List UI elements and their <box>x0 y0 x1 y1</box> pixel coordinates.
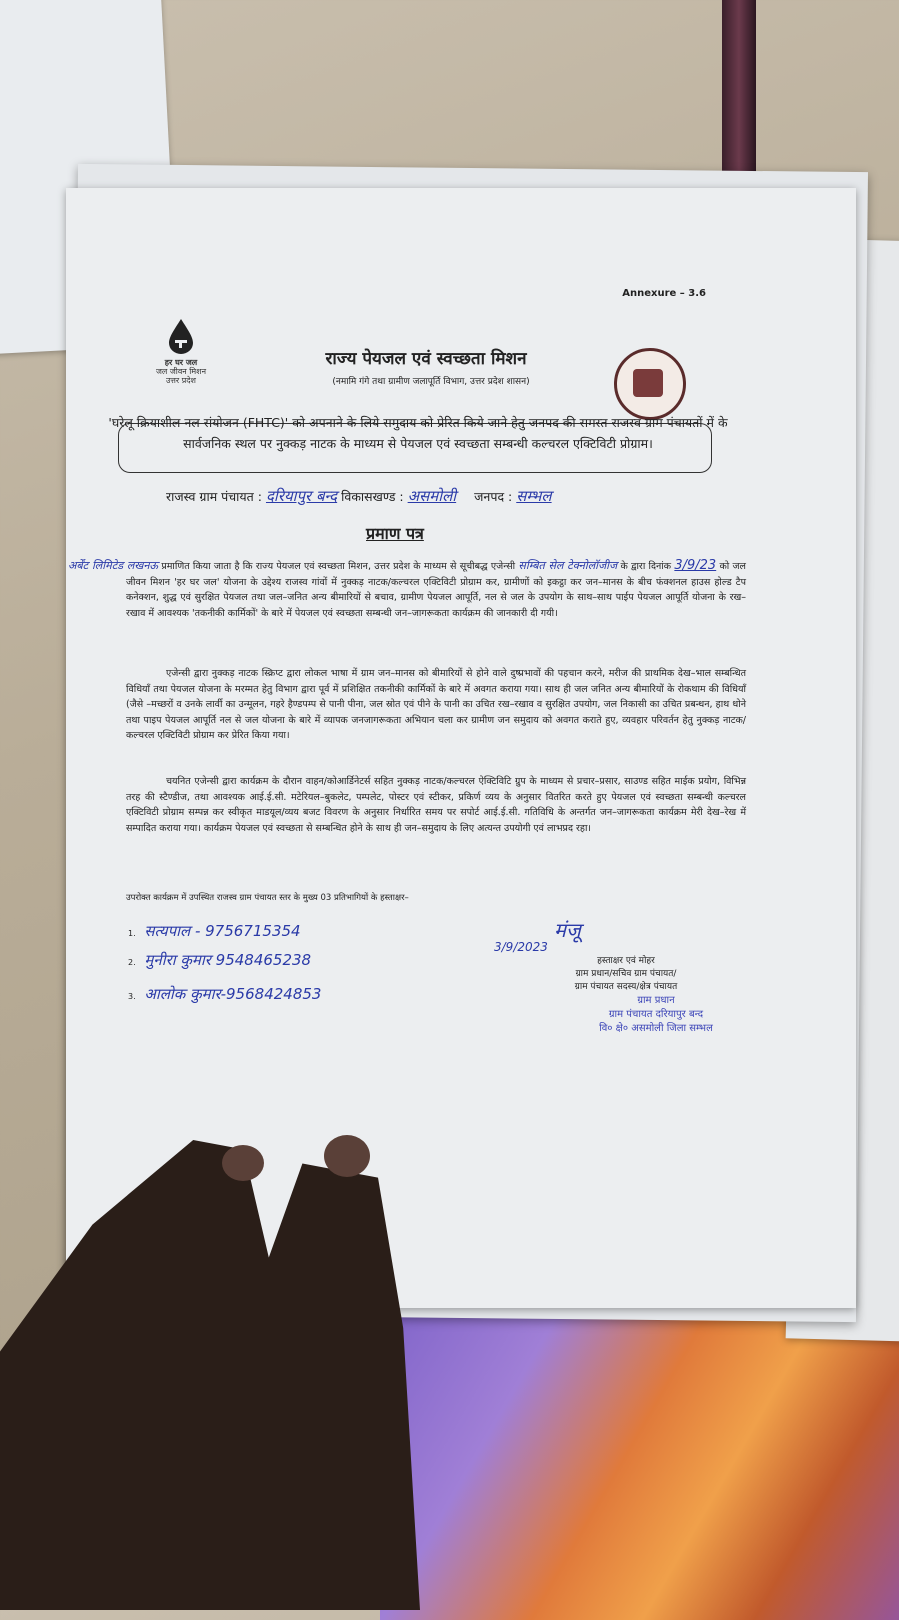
official-stamp <box>536 994 776 1036</box>
block-label: विकासखण्ड : <box>341 489 404 504</box>
village-label: राजस्व ग्राम पंचायत : <box>166 489 262 504</box>
paragraph-2: एजेन्सी द्वारा नुक्कड़ नाटक स्क्रिप्ट द्वारा लोकल भाषा में ग्राम जन–मानस को बीमारियों से होने वाले दुष्प्रभावों की पहचान करने, मरीज की प्राथमिक देख–भाल सम्बन्धित विधियाँ तथा पेयजल योजना के मरम्मत हेतु विभाग द्वारा पूर्व में प्रशिक्षित तकनीकी कार्मिकों के बारे में अवगत कराया गया। साथ ही जल जनित अन्य बीमारियों के रोकथाम की विधियाँ (जैसे –मच्छरों व उनके लार्वी का उन्मूलन, गहरे हैण्डपम्प से पानी पीना, जल स्रोत एवं पीने के पानी का उचित रख–रखाव व सुरक्षित उपयोग, जल निकासी का उचित प्रबन्धन, हाथ धोने तथा पाइप पेयजल आपूर्ति नल से जल योजना के बारे में व्यापक जनजागरूकता अभियान चला कर ग्रामीण जन समुदाय को अवगत कराते हुए, व्यवहार परिवर्तन हेतु नुक्कड़ नाटक/कल्चरल एक्टिविटी प्रोग्राम कर प्रेरित किया गया। <box>126 668 746 741</box>
attendee-entry <box>128 950 311 970</box>
attendee-number: 3. <box>128 992 136 1001</box>
attendance-intro: उपरोक्त कार्यक्रम में उपस्थित राजस्व ग्राम पंचायत स्तर के मुख्य 03 प्रतिभागियों के हस्ताक्षर– <box>126 893 409 903</box>
signature-label-line: ग्राम पंचायत सदस्य/क्षेत्र पंचायत <box>574 982 678 992</box>
block-value: असमोली <box>407 487 457 505</box>
stamp-line: ग्राम पंचायत दरियापुर बन्द <box>608 1009 704 1020</box>
signature-date: 3/9/2023 <box>494 940 548 954</box>
paragraph-1-text-a: प्रमाणित किया जाता है कि राज्य पेयजल एवं स्वच्छता मिशन, उत्तर प्रदेश के माध्यम से सूचीबद्ध एजेन्सी <box>161 561 516 572</box>
pradhan-signature: मंजू <box>554 918 581 942</box>
fingernail <box>324 1135 370 1177</box>
banner-text: 'घरेलू क्रियाशील नल संयोजन (FHTC)' को अपनाने के लिये समुदाय को प्रेरित किये जाने हेतु जनपद की समस्त राजस्व ग्राम पंचायतों में के सार्वजनिक स्थल पर नुक्कड़ नाटक के माध्यम से पेयजल एवं स्वच्छता सम्बन्धी कल्चरल एक्टिविटी प्रोग्राम। <box>108 415 728 451</box>
district-label: जनपद : <box>474 489 513 504</box>
page-title: राज्य पेयजल एवं स्वच्छता मिशन <box>325 349 527 369</box>
certificate-title: प्रमाण पत्र <box>366 524 424 543</box>
paragraph-1 <box>68 558 746 621</box>
fingernail <box>222 1145 264 1181</box>
panchayat-row <box>166 486 786 506</box>
water-drop-icon <box>166 318 196 354</box>
paragraph-1-text-b: के द्वारा दिनांक <box>620 561 672 572</box>
attendee-number: 1. <box>128 929 136 938</box>
attendee-signature: मुनीरा कुमार 9548465238 <box>144 951 312 969</box>
agency-handwritten: सम्बित सेल टेक्नोलॉजीज <box>518 559 618 572</box>
attendee-number: 2. <box>128 958 136 967</box>
date-handwritten: 3/9/23 <box>674 558 717 573</box>
har-ghar-jal-logo <box>146 318 216 385</box>
prefix-handwritten: अर्बेंट लिमिटेड लखनऊ <box>68 559 159 572</box>
page-subtitle: (नमामि गंगे तथा ग्रामीण जलापूर्ति विभाग, उत्तर प्रदेश शासन) <box>332 377 530 387</box>
attendee-signature: सत्यपाल - 9756715354 <box>144 922 301 940</box>
logo-text: उत्तर प्रदेश <box>166 376 196 385</box>
paragraph-1-text-c: को जल जीवन मिशन 'हर घर जल' योजना के उद्देश्य राजस्व गांवों में नुक्कड़ नाटक/कल्चरल एक्टिविटी प्रोग्राम कर, ग्रामीणों को इकट्ठा कर जन–मानस के बीच फंक्शनल हाउस होल्ड टैप कनेक्शन, शुद्ध एवं सुरक्षित पेयजल तथा जल–जनित अन्य बीमारियों से बचाव, ग्रामीण पेयजल आपूर्ति, नल से जल के उपयोग के साथ–साथ पाईप पेयजल आपूर्ति योजना के रख–रखाव में आवश्यक 'तकनीकी कार्मिकों' के बारे में पेयजल एवं स्वच्छता सम्बन्धी जन–जागरूकता कार्यक्रम की जानकारी दी गयी। <box>126 561 746 619</box>
annexure-label: Annexure – 3.6 <box>622 288 706 299</box>
logo-text: हर घर जल <box>164 358 198 367</box>
state-emblem-seal-icon <box>614 348 686 420</box>
hand <box>0 1140 420 1610</box>
attendee-entry <box>128 984 321 1004</box>
stamp-line: वि० क्षे० असमोली जिला सम्भल <box>599 1023 713 1034</box>
signature-label-line: ग्राम प्रधान/सचिव ग्राम पंचायत/ <box>575 969 677 979</box>
paragraph-3: चयनित एजेन्सी द्वारा कार्यक्रम के दौरान वाहन/कोआर्डिनेटर्स सहित नुक्कड़ नाटक/कल्चरल ऐक्टिविटि ग्रुप के माध्यम से प्रचार–प्रसार, साउण्ड सहित माईक प्रयोग, विभिन्न तरह की स्टैण्डीज, तथा आवश्यक आई.ई.सी. मटेरियल–बुकलेट, पम्पलेट, पोस्टर एवं स्टीकर, प्रकिर्ण व्यय के अनुसार वितरित करते हुए पेयजल एवं स्वच्छता सम्बन्धी कल्चरल एक्टिविटी प्रोग्राम सम्पन्न कर स्वीकृत माडयूल/व्यय बजट विवरण के अनुसार निर्धारित समय पर सपोर्ट आई.ई.सी. गतिविधि के अन्तर्गत जन–जागरूकता कार्यक्रम मेरी देख–रेख में सम्पादित कराया गया। कार्यक्रम पेयजल एवं स्वच्छता से सम्बन्धित होने के साथ ही जन–समुदाय के लिए अत्यन्त उपयोगी एवं लाभप्रद रहा। <box>126 776 746 834</box>
district-value: सम्भल <box>516 487 552 505</box>
signature-label-line: हस्ताक्षर एवं मोहर <box>597 956 655 966</box>
stamp-line: ग्राम प्रधान <box>637 995 675 1006</box>
attendee-entry <box>128 921 301 941</box>
signature-label <box>506 955 746 994</box>
attendee-signature: आलोक कुमार-9568424853 <box>144 985 322 1003</box>
logo-text: जल जीवन मिशन <box>155 367 207 376</box>
village-value: दरियापुर बन्द <box>265 487 338 505</box>
colorful-cloth <box>380 1300 899 1620</box>
certificate-page <box>66 188 856 1308</box>
